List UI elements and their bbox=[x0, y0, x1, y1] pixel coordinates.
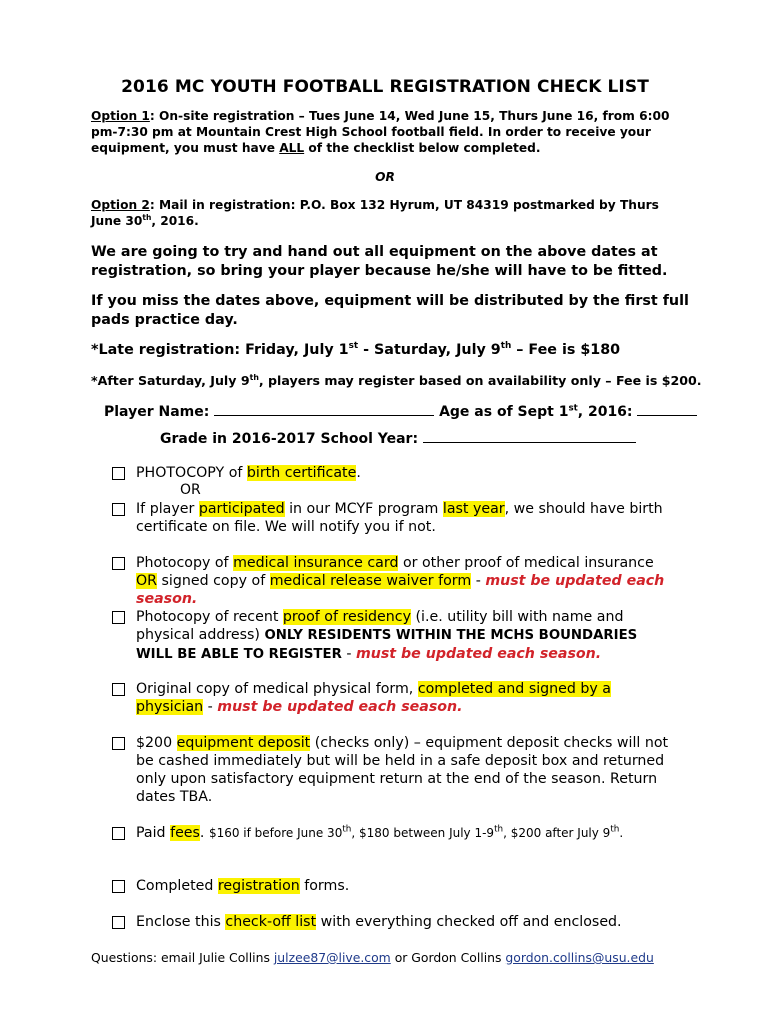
notice-first-practice: If you miss the dates above, equipment will be distributed by the first full pads practice day. bbox=[91, 293, 689, 328]
late-registration-sup2: th bbox=[500, 341, 512, 352]
option-1-paragraph bbox=[91, 108, 691, 156]
grade-label: Grade in 2016-2017 School Year: bbox=[160, 431, 423, 447]
text: . bbox=[356, 465, 361, 481]
bold-text: ONLY RESIDENTS WITHIN THE MCHS BOUNDARIES WILL BE ABLE TO REGISTER bbox=[136, 628, 638, 662]
player-name-field[interactable] bbox=[214, 403, 434, 416]
option-1-text: : On-site registration – Tues June 14, Wed June 15, Thurs June 16, from 6:00 pm-7:30 pm at Mountain Crest High School football field. In order to receive your equipment, you must have bbox=[91, 109, 670, 155]
text: - bbox=[203, 699, 218, 715]
highlight: check-off list bbox=[225, 914, 317, 930]
checkbox[interactable] bbox=[112, 827, 125, 840]
highlight: last year bbox=[442, 501, 505, 517]
option-1-label: Option 1 bbox=[91, 109, 150, 123]
highlight: registration bbox=[217, 878, 300, 894]
checkbox[interactable] bbox=[112, 503, 125, 516]
checkbox[interactable] bbox=[112, 737, 125, 750]
text: with everything checked off and enclosed. bbox=[316, 914, 622, 930]
highlight: OR bbox=[136, 573, 158, 589]
highlight: medical insurance card bbox=[233, 555, 399, 571]
option-2-label: Option 2 bbox=[91, 198, 150, 212]
or-separator: OR bbox=[375, 170, 395, 184]
late-registration-sup1: st bbox=[348, 341, 359, 352]
checkbox[interactable] bbox=[112, 683, 125, 696]
late-registration bbox=[91, 341, 711, 360]
fee-sup: th bbox=[610, 824, 620, 835]
email-link-gordon[interactable]: gordon.collins@usu.edu bbox=[505, 950, 654, 965]
red-warning: must be updated each season. bbox=[136, 573, 665, 607]
highlight: medical release waiver form bbox=[269, 573, 472, 589]
item-text bbox=[136, 824, 676, 842]
option-2-text: : Mail in registration: P.O. Box 132 Hyrum, UT 84319 postmarked by Thurs June 30 bbox=[91, 198, 659, 228]
highlight: participated bbox=[198, 501, 285, 517]
or-inline: OR bbox=[180, 482, 201, 498]
text: . bbox=[199, 825, 209, 841]
option-1-all: ALL bbox=[279, 141, 305, 155]
fee-text: $160 if before June 30 bbox=[208, 826, 343, 840]
option-2-tail: , 2016. bbox=[151, 214, 199, 228]
highlight: completed and signed by a physician bbox=[136, 681, 611, 715]
page-title: 2016 MC YOUTH FOOTBALL REGISTRATION CHECK LIST bbox=[121, 77, 649, 97]
grade-field-row bbox=[160, 430, 636, 447]
text: (i.e. utility bill with name and physical address) bbox=[136, 609, 624, 643]
item-text bbox=[136, 500, 676, 536]
checkbox[interactable] bbox=[112, 880, 125, 893]
text: Photocopy of bbox=[136, 555, 234, 571]
grade-field[interactable] bbox=[423, 430, 636, 443]
fee-text: . bbox=[619, 826, 624, 840]
footer-text: Questions: email Julie Collins bbox=[91, 950, 274, 965]
age-label-sup: st bbox=[568, 403, 578, 414]
highlight: fees bbox=[170, 825, 200, 841]
notice-fitting: We are going to try and hand out all equipment on the above dates at registration, so bring your player because he/she will have to be fitted. bbox=[91, 244, 668, 279]
text: in our MCYF program bbox=[284, 501, 443, 517]
text: , we should have birth certificate on file. We will notify you if not. bbox=[136, 501, 663, 535]
checkbox[interactable] bbox=[112, 916, 125, 929]
text: or other proof of medical insurance bbox=[398, 555, 654, 571]
email-link-julie[interactable]: julzee87@live.com bbox=[273, 950, 391, 965]
item-text bbox=[136, 554, 676, 608]
item-text bbox=[136, 680, 676, 716]
checkbox[interactable] bbox=[112, 611, 125, 624]
checkbox[interactable] bbox=[112, 557, 125, 570]
item-text bbox=[136, 913, 676, 931]
option-2-sup: th bbox=[142, 212, 152, 222]
text: If player bbox=[136, 501, 199, 517]
text: Original copy of medical physical form, bbox=[136, 681, 418, 697]
fee-sup: th bbox=[494, 824, 504, 835]
footer-text: or Gordon Collins bbox=[390, 950, 506, 965]
highlight: proof of residency bbox=[282, 609, 411, 625]
text: - bbox=[341, 646, 356, 662]
after-saturday-a: *After Saturday, July 9 bbox=[91, 373, 250, 388]
red-warning: must be updated each season. bbox=[217, 699, 463, 715]
late-registration-c: – Fee is $180 bbox=[511, 342, 621, 358]
option-2-paragraph bbox=[91, 197, 691, 229]
footer-contact bbox=[91, 950, 731, 965]
text: signed copy of bbox=[157, 573, 270, 589]
text: Enclose this bbox=[136, 914, 226, 930]
item-text bbox=[136, 734, 676, 806]
age-field[interactable] bbox=[637, 403, 697, 416]
age-label-a: Age as of Sept 1 bbox=[434, 404, 569, 420]
item-text bbox=[136, 464, 676, 482]
item-text bbox=[136, 608, 676, 664]
checkbox[interactable] bbox=[112, 467, 125, 480]
late-registration-a: *Late registration: Friday, July 1 bbox=[91, 342, 349, 358]
player-name-label: Player Name: bbox=[104, 404, 215, 420]
text: $200 bbox=[136, 735, 177, 751]
text: - bbox=[471, 573, 486, 589]
fee-sup: th bbox=[342, 824, 352, 835]
after-saturday-b: , players may register based on availability only – Fee is $200. bbox=[258, 373, 702, 388]
fee-text: , $200 after July 9 bbox=[503, 826, 611, 840]
text: Photocopy of recent bbox=[136, 609, 283, 625]
fee-text: , $180 between July 1-9 bbox=[351, 826, 495, 840]
after-saturday-note bbox=[91, 373, 711, 388]
player-fields-row bbox=[104, 403, 697, 420]
option-1-tail: of the checklist below completed. bbox=[304, 141, 541, 155]
after-saturday-sup: th bbox=[249, 372, 259, 382]
highlight: birth certificate bbox=[246, 465, 357, 481]
red-warning: must be updated each season. bbox=[355, 646, 602, 662]
item-text bbox=[136, 877, 676, 895]
late-registration-b: - Saturday, July 9 bbox=[358, 342, 501, 358]
text: (checks only) – equipment deposit checks will not be cashed immediately but will be held in a safe deposit box and returned only upon satisfactory equipment return at the end of the season. Return dates TBA. bbox=[136, 735, 669, 805]
text: Completed bbox=[136, 878, 218, 894]
text: Paid bbox=[136, 825, 171, 841]
text: PHOTOCOPY of bbox=[136, 465, 247, 481]
highlight: equipment deposit bbox=[176, 735, 311, 751]
text: forms. bbox=[299, 878, 350, 894]
age-label-b: , 2016: bbox=[577, 404, 638, 420]
